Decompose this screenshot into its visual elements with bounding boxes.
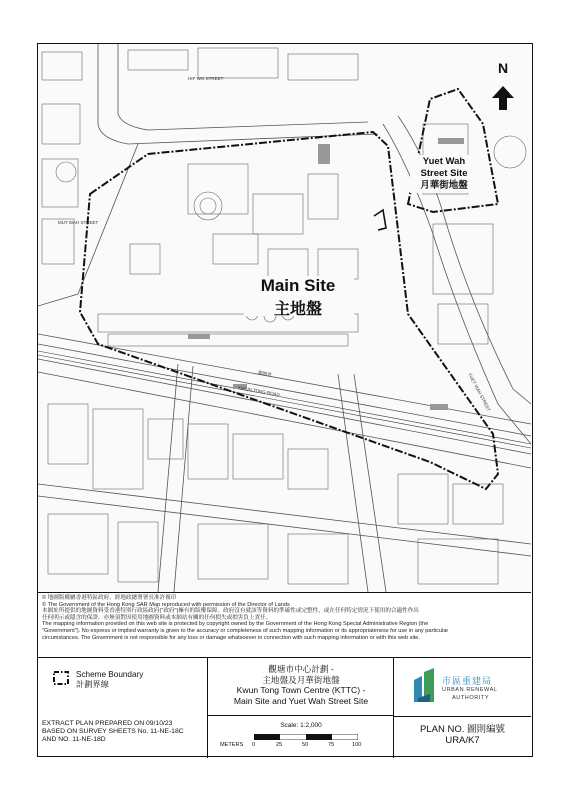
svg-text:YUET WAH STREET: YUET WAH STREET [467, 372, 492, 413]
title-cell [208, 658, 394, 758]
scale-bar [254, 734, 358, 740]
yuet-wah-site-label-1: Yuet Wah [422, 156, 466, 167]
scheme-boundary-icon [52, 670, 70, 686]
title-block [38, 657, 531, 758]
svg-text:KWUN TONG ROAD: KWUN TONG ROAD [237, 385, 281, 398]
yuet-wah-site-label-2: Street Site [420, 168, 468, 179]
svg-text:觀塘道: 觀塘道 [257, 370, 272, 378]
ura-logo-icon [412, 668, 436, 704]
plan-code: URA/K7 [445, 735, 480, 746]
title-zh-2: 主地盤及月華街地盤 [262, 674, 340, 685]
title-zh-1: 觀塘市中心計劃 - [268, 664, 334, 674]
main-site-label-zh: 主地盤 [273, 301, 322, 318]
north-label: N [497, 60, 509, 76]
scale-tick: 75 [328, 742, 335, 748]
copyright-en: © The Government of the Hong Kong SAR Map reproduced with permission of the Director of Lands [42, 601, 290, 608]
disclaimer-zh-2: 任何明示或隱含的保證。亦無須對因使用地圖資料或本網站有關的任何損失或損害負上責任。 [42, 614, 272, 621]
scale-unit: METERS [220, 742, 244, 748]
plan-label: PLAN NO. 圖則編號 [420, 724, 505, 735]
north-arrow-icon [492, 86, 514, 110]
main-site-label: Main Site [260, 276, 336, 295]
extract-line-3: AND NO. 11-NE-18D [42, 736, 106, 743]
scale-tick: 50 [302, 742, 309, 748]
legend-label-en: Scheme Boundary [76, 670, 144, 679]
svg-text:HIP WO STREET: HIP WO STREET [188, 76, 224, 81]
extract-line-1: EXTRACT PLAN PREPARED ON 09/10/23 [42, 720, 173, 727]
north-indicator [490, 60, 516, 76]
copyright-notes [42, 595, 528, 641]
legend-label-zh: 計劃界線 [76, 679, 109, 689]
title-en-2: Main Site and Yuet Wah Street Site [233, 695, 369, 706]
disclaimer-en-1: The mapping information provided on this web site is protected by copyright owned by the Government of the Hong Kong Special Administrative Region (the [42, 621, 429, 628]
plan-sheet [37, 43, 533, 757]
plan-title [208, 658, 394, 716]
plan-number-cell [394, 658, 531, 758]
plan-number [394, 724, 531, 746]
title-en-1: Kwun Tong Town Centre (KTTC) - [236, 685, 366, 695]
legend-text [76, 670, 143, 689]
svg-text:MUT WAH STREET: MUT WAH STREET [58, 220, 99, 225]
ura-logo-block [394, 658, 531, 717]
ura-name-zh: 市區重建局 [442, 676, 493, 686]
ura-name-en-2: AUTHORITY [452, 695, 490, 701]
legend-cell [38, 658, 208, 758]
scale-tick: 0 [252, 742, 256, 748]
scale-tick: 25 [276, 742, 283, 748]
site-map [38, 44, 531, 593]
scale-tick: 100 [352, 742, 362, 748]
disclaimer-en-2: "Government"). No express or implied warranty is given to the accuracy or completeness of such mapping information or its appropriateness for use in any particular [42, 627, 449, 634]
extract-line-2: BASED ON SURVEY SHEETS No. 11-NE-18C [42, 728, 184, 735]
disclaimer-zh-1: 本網址所提供的地圖資料受香港特別行政區政府("政府")擁有的版權保障。政府沒有就該等資料的準確性或完整性，或在任何特定情況下使用的合適性作出 [42, 608, 419, 615]
disclaimer-en-3: circumstances. The Government is not responsible for any loss or damage whatsoever in connection with such mapping information or with this web site. [42, 634, 420, 641]
yuet-wah-site-label-zh: 月華街地盤 [420, 180, 468, 191]
ura-name-en-1: URBAN RENEWAL [442, 687, 498, 693]
copyright-zh: © 地圖版權屬香港特區政府，經地政總署署長准許複印 [42, 595, 177, 601]
scale-label: Scale: 1:2,000 [280, 722, 322, 729]
extract-note [42, 720, 184, 744]
